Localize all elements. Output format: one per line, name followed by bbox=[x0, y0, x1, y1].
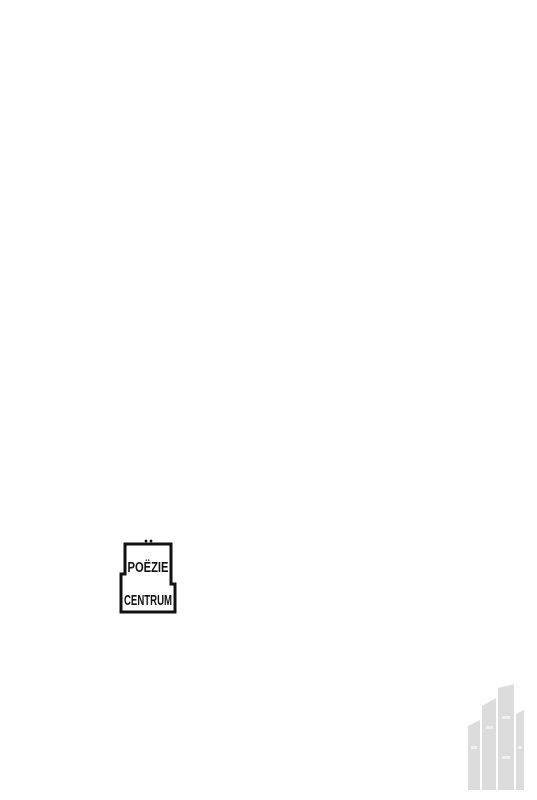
poeziecentrum-logo-icon bbox=[119, 538, 181, 617]
logo-letters-bottom: CENTRUM bbox=[124, 592, 172, 609]
logo-letters-top: POËZIE bbox=[127, 560, 181, 576]
book-stack-watermark-icon bbox=[466, 686, 526, 794]
